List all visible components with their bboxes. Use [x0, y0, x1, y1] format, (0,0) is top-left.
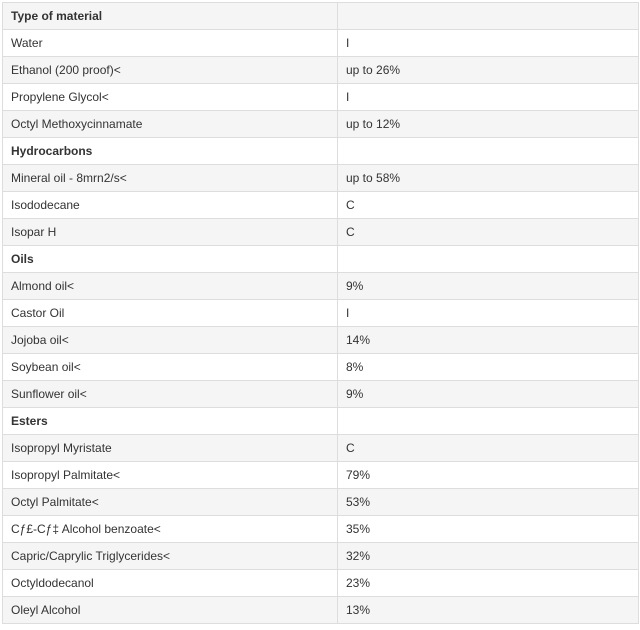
compatibility-value-cell: I: [338, 30, 639, 57]
compatibility-value-cell: I: [338, 84, 639, 111]
compatibility-value-cell: 9%: [338, 381, 639, 408]
material-name-cell: Water: [3, 30, 338, 57]
material-name-cell: Jojoba oil<: [3, 327, 338, 354]
table-row: [3, 435, 639, 462]
table-row: [3, 516, 639, 543]
section-header-row: [3, 138, 639, 165]
compatibility-table: [2, 2, 639, 624]
compatibility-value-cell: 53%: [338, 489, 639, 516]
table-row: [3, 192, 639, 219]
section-header-cell: Esters: [3, 408, 338, 435]
material-name-cell: Isopropyl Myristate: [3, 435, 338, 462]
table-row: [3, 300, 639, 327]
compatibility-value-cell: [338, 246, 639, 273]
compatibility-value-cell: 32%: [338, 543, 639, 570]
table-body: [3, 3, 639, 624]
table-row: [3, 354, 639, 381]
table-row: [3, 219, 639, 246]
material-name-cell: Octyldodecanol: [3, 570, 338, 597]
section-header-row: [3, 246, 639, 273]
table-row: [3, 489, 639, 516]
compatibility-value-cell: 79%: [338, 462, 639, 489]
material-name-cell: Octyl Palmitate<: [3, 489, 338, 516]
compatibility-value-cell: up to 26%: [338, 57, 639, 84]
table-row: [3, 111, 639, 138]
compatibility-value-cell: 14%: [338, 327, 639, 354]
table-row: [3, 327, 639, 354]
material-name-cell: Ethanol (200 proof)<: [3, 57, 338, 84]
compatibility-value-cell: C: [338, 192, 639, 219]
compatibility-value-cell: 13%: [338, 597, 639, 624]
table-row: [3, 597, 639, 624]
table-row: [3, 84, 639, 111]
material-name-cell: Capric/Caprylic Triglycerides<: [3, 543, 338, 570]
table-row: [3, 165, 639, 192]
compatibility-value-cell: [338, 3, 639, 30]
table-row: [3, 381, 639, 408]
table-row: [3, 57, 639, 84]
section-header-row: [3, 408, 639, 435]
table-row: [3, 462, 639, 489]
compatibility-value-cell: C: [338, 219, 639, 246]
table-row: [3, 273, 639, 300]
material-name-cell: Castor Oil: [3, 300, 338, 327]
compatibility-value-cell: [338, 408, 639, 435]
material-name-cell: Oleyl Alcohol: [3, 597, 338, 624]
section-header-row: [3, 3, 639, 30]
compatibility-value-cell: 8%: [338, 354, 639, 381]
material-name-cell: Octyl Methoxycinnamate: [3, 111, 338, 138]
table-row: [3, 30, 639, 57]
compatibility-value-cell: 23%: [338, 570, 639, 597]
material-name-cell: Mineral oil - 8mrn2/s<: [3, 165, 338, 192]
compatibility-value-cell: C: [338, 435, 639, 462]
table-row: [3, 543, 639, 570]
material-name-cell: Propylene Glycol<: [3, 84, 338, 111]
compatibility-value-cell: up to 58%: [338, 165, 639, 192]
compatibility-value-cell: 35%: [338, 516, 639, 543]
material-name-cell: Soybean oil<: [3, 354, 338, 381]
compatibility-value-cell: 9%: [338, 273, 639, 300]
compatibility-value-cell: [338, 138, 639, 165]
section-header-cell: Type of material: [3, 3, 338, 30]
material-name-cell: Isopropyl Palmitate<: [3, 462, 338, 489]
material-name-cell: Isododecane: [3, 192, 338, 219]
material-name-cell: Almond oil<: [3, 273, 338, 300]
compatibility-value-cell: I: [338, 300, 639, 327]
material-name-cell: Isopar H: [3, 219, 338, 246]
material-name-cell: Cƒ£-Cƒ‡ Alcohol benzoate<: [3, 516, 338, 543]
material-name-cell: Sunflower oil<: [3, 381, 338, 408]
section-header-cell: Hydrocarbons: [3, 138, 338, 165]
section-header-cell: Oils: [3, 246, 338, 273]
compatibility-value-cell: up to 12%: [338, 111, 639, 138]
table-row: [3, 570, 639, 597]
